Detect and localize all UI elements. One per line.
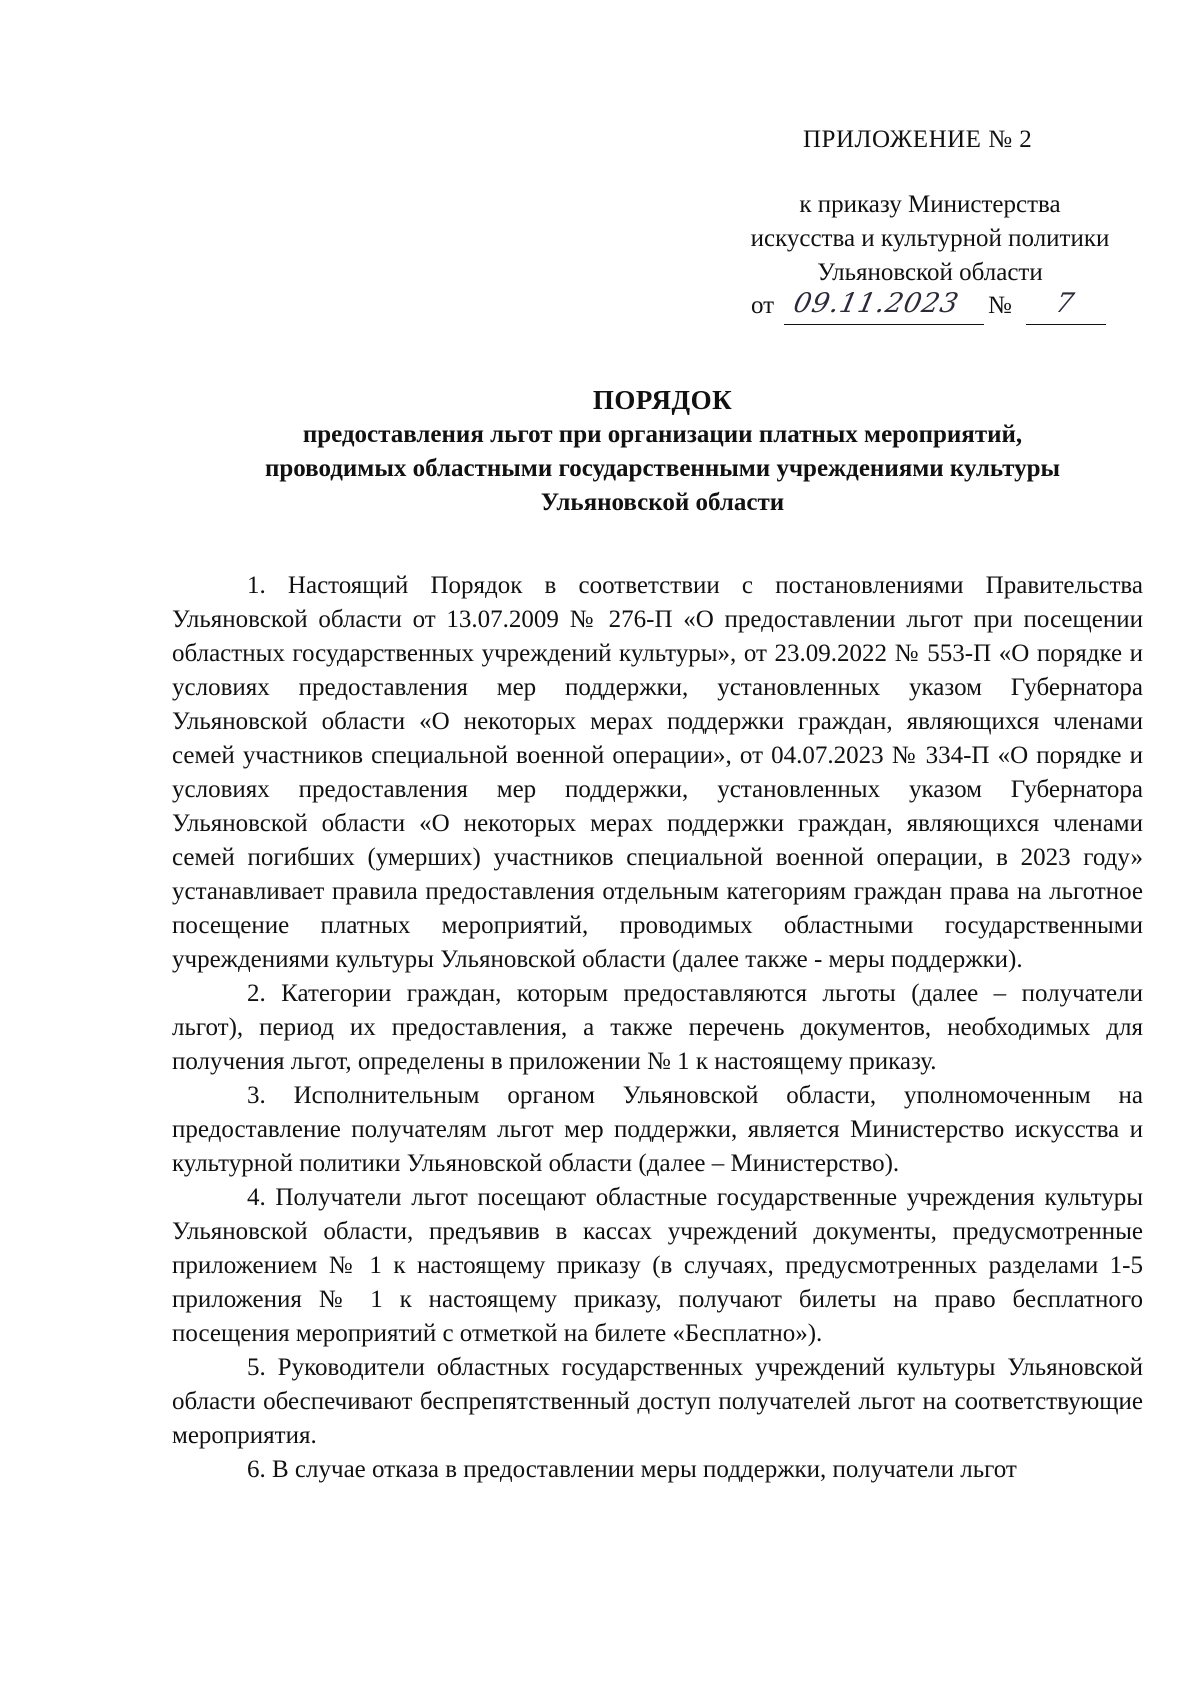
order-reference <box>720 188 1140 290</box>
subtitle-line: предоставления льгот при организации платных мероприятий, <box>302 421 1023 448</box>
order-ref-line: к приказу Министерства <box>799 191 1061 218</box>
order-ref-line: искусства и культурной политики <box>750 225 1110 252</box>
date-blank <box>784 288 984 325</box>
date-label: от <box>751 292 775 319</box>
handwritten-number: 7 <box>1052 288 1078 319</box>
document-subtitle <box>180 418 1145 520</box>
paragraph-2: 2. Категории граждан, которым предоставляются льготы (далее – получатели льгот), период их предоставления, а также перечень документов, необходимых для получения льгот, определены в приложении № 1 к настоящему приказу. <box>172 980 1143 1075</box>
paragraph-3: 3. Исполнительным органом Ульяновской области, уполномоченным на предоставление получателям льгот мер поддержки, является Министерство искусства и культурной политики Ульяновской области (далее – Министерство). <box>172 1082 1143 1177</box>
handwritten-date: 09.11.2023 <box>790 288 962 319</box>
order-ref-line: Ульяновской области <box>817 259 1043 286</box>
document-body <box>172 569 1143 1487</box>
paragraph-6: 6. В случае отказа в предоставлении меры поддержки, получатели льгот <box>247 1456 1017 1483</box>
paragraph-5: 5. Руководители областных государственных учреждений культуры Ульяновской области обеспечивают беспрепятственный доступ получателей льгот на соответствующие мероприятия. <box>172 1354 1143 1449</box>
number-blank <box>1026 288 1106 325</box>
document-title: ПОРЯДОК <box>592 385 733 415</box>
paragraph-4: 4. Получатели льгот посещают областные государственные учреждения культуры Ульяновской области, предъявив в кассах учреждений документы, предусмотренные приложением № 1 к настоящему приказу (в случаях, предусмотренных разделами 1-5 приложения № 1 к настоящему приказу, получают билеты на право бесплатного посещения мероприятий с отметкой на билете «Бесплатно»). <box>172 1184 1143 1347</box>
subtitle-line: проводимых областными государственными учреждениями культуры <box>264 455 1061 482</box>
number-label: № <box>988 292 1012 319</box>
subtitle-line: Ульяновской области <box>540 489 785 516</box>
paragraph-1: 1. Настоящий Порядок в соответствии с постановлениями Правительства Ульяновской области от 13.07.2009 № 276-П «О предоставлении льгот при посещении областных государственных учреждений культуры», от 23.09.2022 № 553-П «О порядке и условиях предоставления мер поддержки, установленных указом Губернатора Ульяновской области «О некоторых мерах поддержки граждан, являющихся членами семей участников специальной военной операции», от 04.07.2023 № 334-П «О порядке и условиях предоставления мер поддержки, установленных указом Губернатора Ульяновской области «О некоторых мерах поддержки граждан, являющихся членами семей погибших (умерших) участников специальной военной операции, в 2023 году» устанавливает правила предоставления отдельным категориям граждан права на льготное посещение платных мероприятий, проводимых областными государственными учреждениями культуры Ульяновской области (далее также - меры поддержки). <box>172 572 1143 973</box>
appendix-title: ПРИЛОЖЕНИЕ № 2 <box>803 126 1033 153</box>
